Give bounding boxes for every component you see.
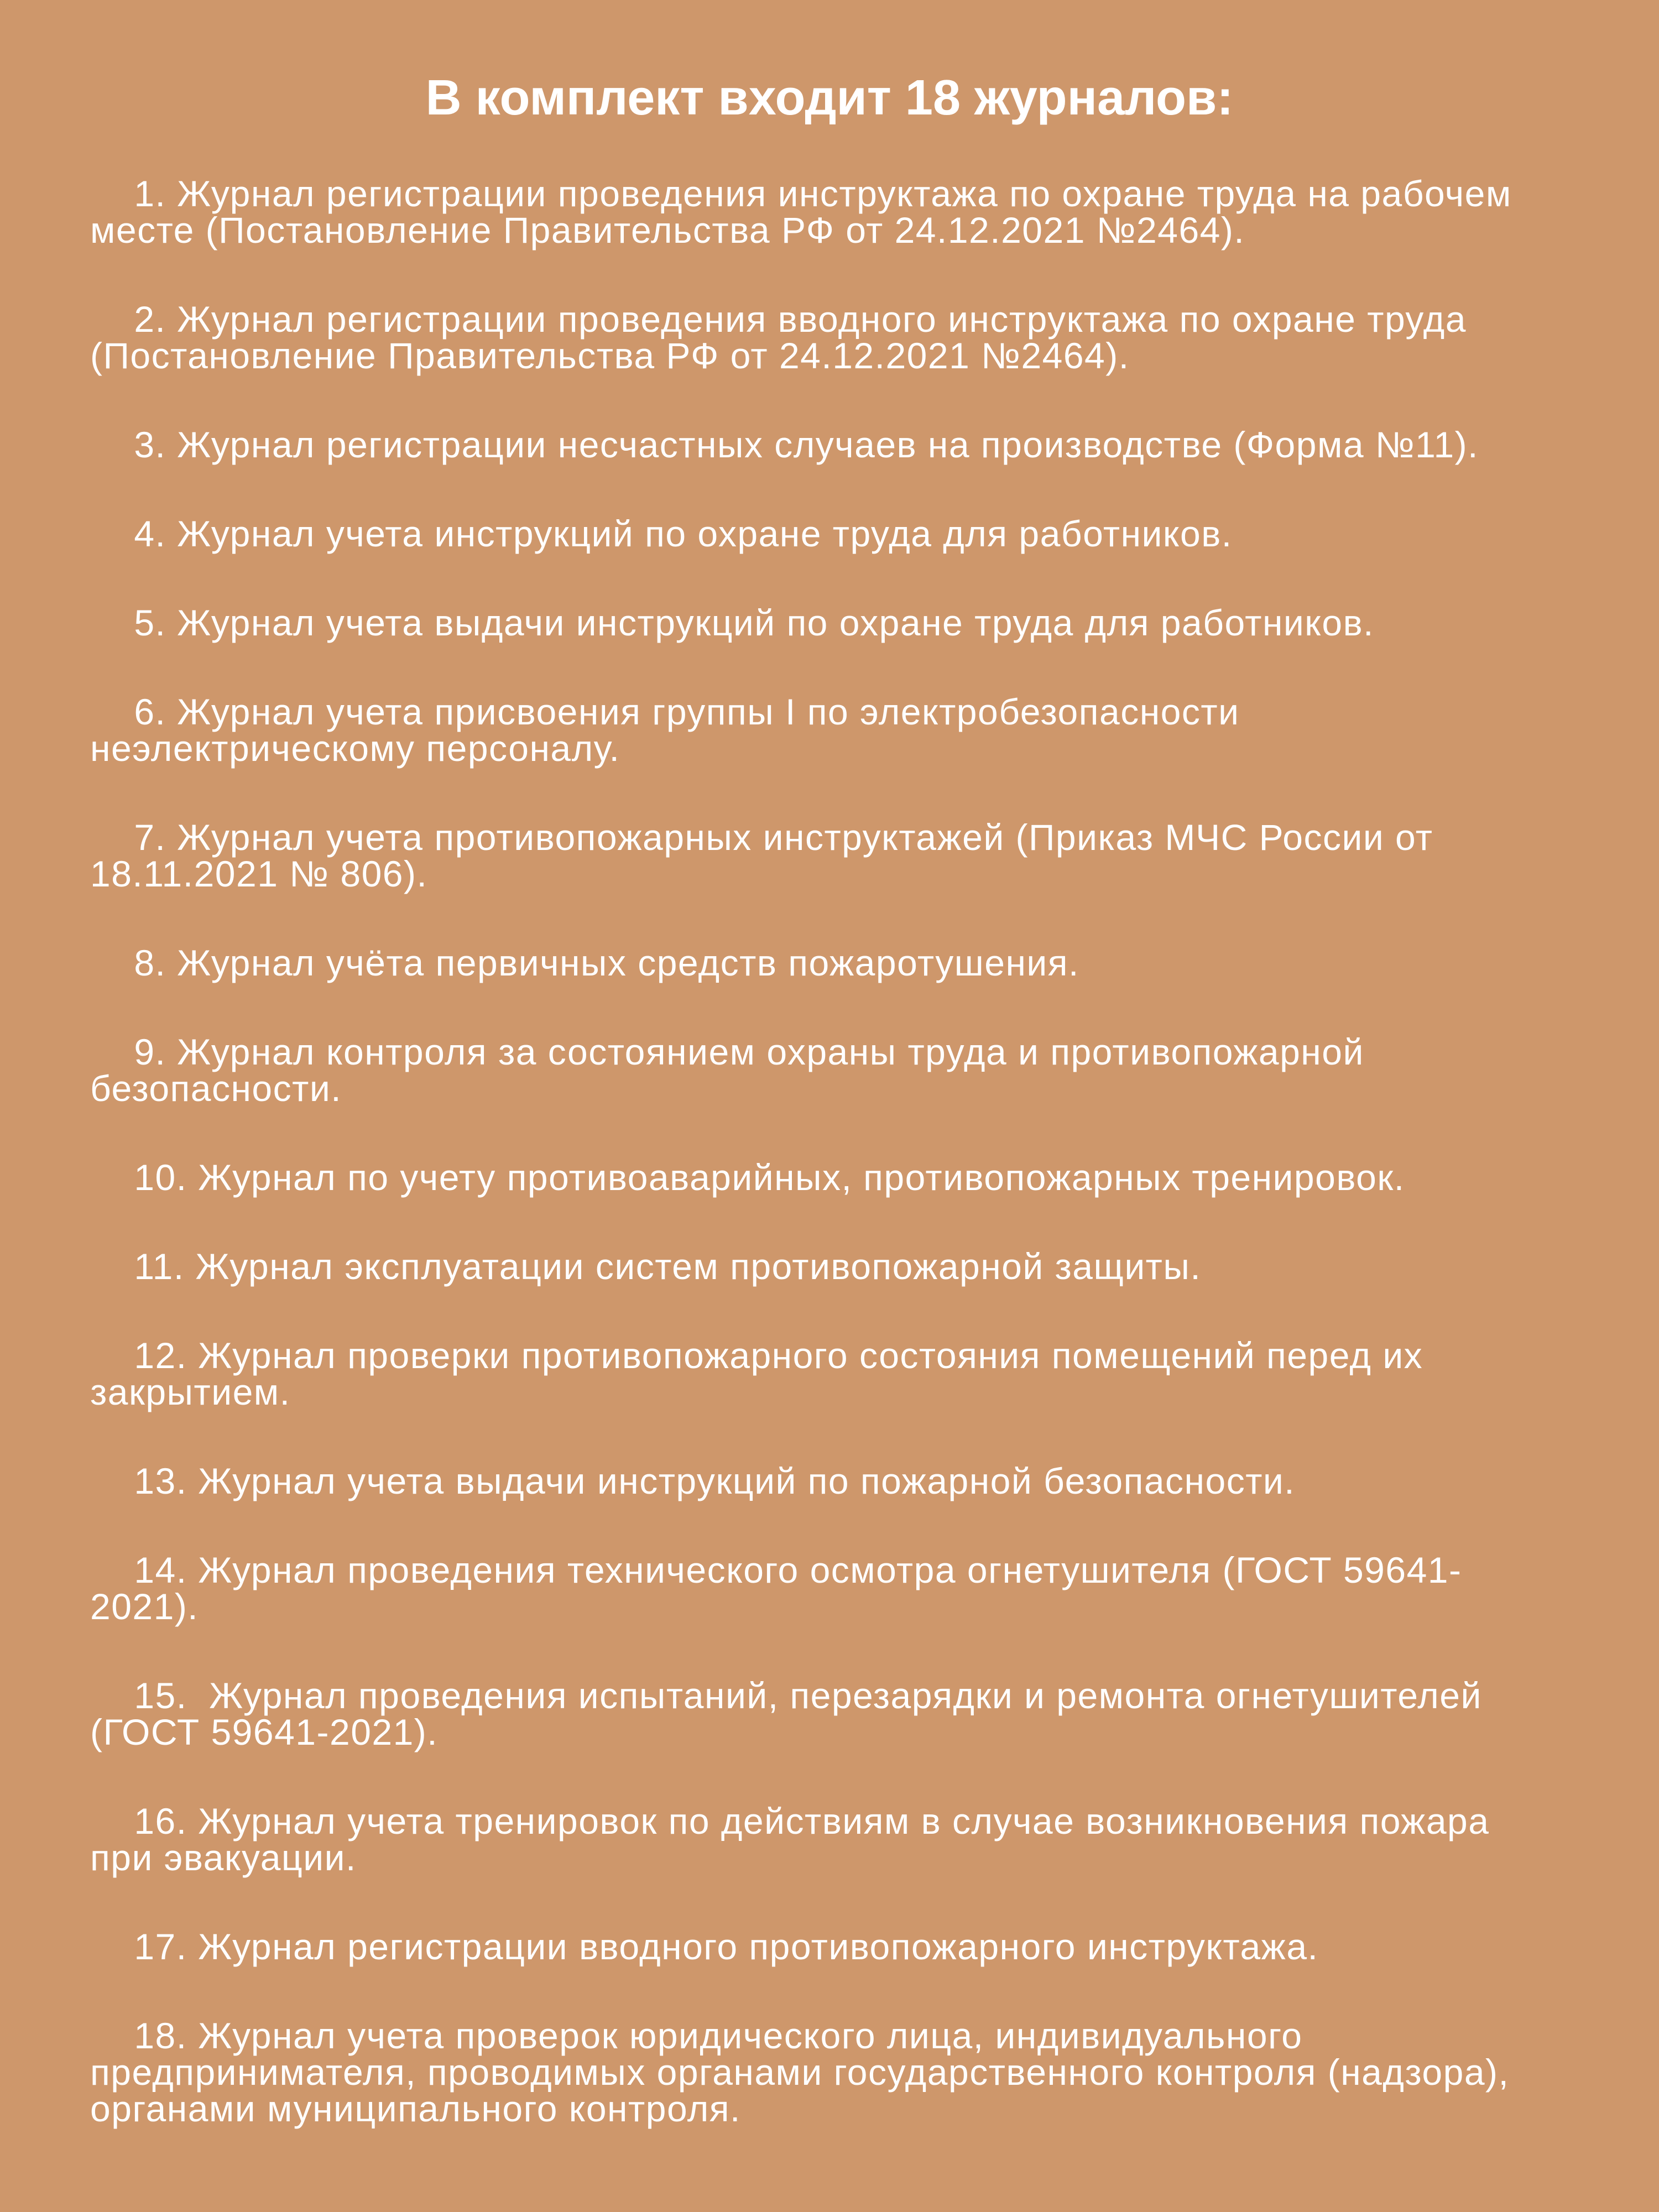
list-item-text-line: предпринимателя, проводимых органами государственного контроля (надзора), — [90, 2052, 1510, 2093]
list-item-text-line: 12. Журнал проверки противопожарного состояния помещений перед их — [90, 1335, 1423, 1376]
list-item-text-line: 6. Журнал учета присвоения группы I по электробезопасности — [90, 691, 1240, 732]
list-item-text-line: 3. Журнал регистрации несчастных случаев на производстве (Форма №11). — [90, 424, 1479, 465]
list-item-text-line: неэлектрическому персоналу. — [90, 728, 620, 769]
list-item — [90, 819, 1583, 892]
list-item — [90, 1159, 1583, 1196]
list-item — [90, 604, 1583, 641]
list-item-text-line: закрытием. — [90, 1371, 291, 1412]
journal-list — [90, 175, 1583, 2179]
list-item-text-line: 9. Журнал контроля за состоянием охраны труда и противопожарной — [90, 1031, 1364, 1072]
list-item — [90, 1248, 1583, 1285]
list-item — [90, 426, 1583, 463]
list-item — [90, 173, 1583, 251]
list-item-text-line: 5. Журнал учета выдачи инструкций по охране труда для работников. — [90, 602, 1374, 643]
list-item-text-line: органами муниципального контроля. — [90, 2088, 741, 2129]
list-item-text-line: 2. Журнал регистрации проведения вводного инструктажа по охране труда — [90, 299, 1467, 340]
list-item — [90, 1337, 1583, 1410]
list-item-text-line: безопасности. — [90, 1068, 342, 1109]
list-item — [90, 515, 1583, 552]
list-item-text-line: (ГОСТ 59641-2021). — [90, 1712, 439, 1752]
list-item-text-line: 1. Журнал регистрации проведения инструктажа по охране труда на рабочем — [90, 173, 1512, 214]
list-item-text-line: при эвакуации. — [90, 1837, 357, 1878]
list-item-text-line: 17. Журнал регистрации вводного противопожарного инструктажа. — [90, 1926, 1319, 1967]
list-item-text-line: 16. Журнал учета тренировок по действиям в случае возникновения пожара — [90, 1801, 1490, 1841]
list-item-text-line: 18. Журнал учета проверок юридического лица, индивидуального — [90, 2015, 1303, 2056]
list-item-text-line: 11. Журнал эксплуатации систем противопожарной защиты. — [90, 1246, 1202, 1287]
list-item-text-line: (Постановление Правительства РФ от 24.12.2021 №2464). — [90, 335, 1130, 376]
list-item — [90, 1460, 1583, 1501]
page-title: В комплект входит 18 журналов: — [425, 70, 1234, 126]
list-item — [90, 1031, 1583, 1109]
list-item-text-line: 4. Журнал учета инструкций по охране труда для работников. — [90, 513, 1233, 554]
list-item-text-line: 15. Журнал проведения испытаний, перезарядки и ремонта огнетушителей — [90, 1675, 1482, 1716]
list-item-text-line: 2021). — [90, 1586, 199, 1627]
list-item — [90, 2017, 1583, 2127]
list-item — [90, 942, 1583, 983]
list-item-text-line: 18.11.2021 № 806). — [90, 853, 428, 894]
list-item-text-line: месте (Постановление Правительства РФ от 24.12.2021 №2464). — [90, 210, 1245, 251]
list-item-text-line: 7. Журнал учета противопожарных инструктажей (Приказ МЧС России от — [90, 817, 1433, 858]
list-item — [90, 691, 1583, 769]
list-item — [90, 301, 1583, 374]
list-item — [90, 1928, 1583, 1965]
list-item — [90, 1803, 1583, 1876]
list-item — [90, 1677, 1583, 1750]
list-item-text-line: 13. Журнал учета выдачи инструкций по пожарной безопасности. — [90, 1460, 1296, 1501]
list-item-text-line: 14. Журнал проведения технического осмотра огнетушителя (ГОСТ 59641- — [90, 1550, 1462, 1590]
list-item — [90, 1552, 1583, 1625]
list-item-text-line: 8. Журнал учёта первичных средств пожаротушения. — [90, 942, 1079, 983]
list-item-text-line: 10. Журнал по учету противоаварийных, противопожарных тренировок. — [90, 1157, 1405, 1198]
